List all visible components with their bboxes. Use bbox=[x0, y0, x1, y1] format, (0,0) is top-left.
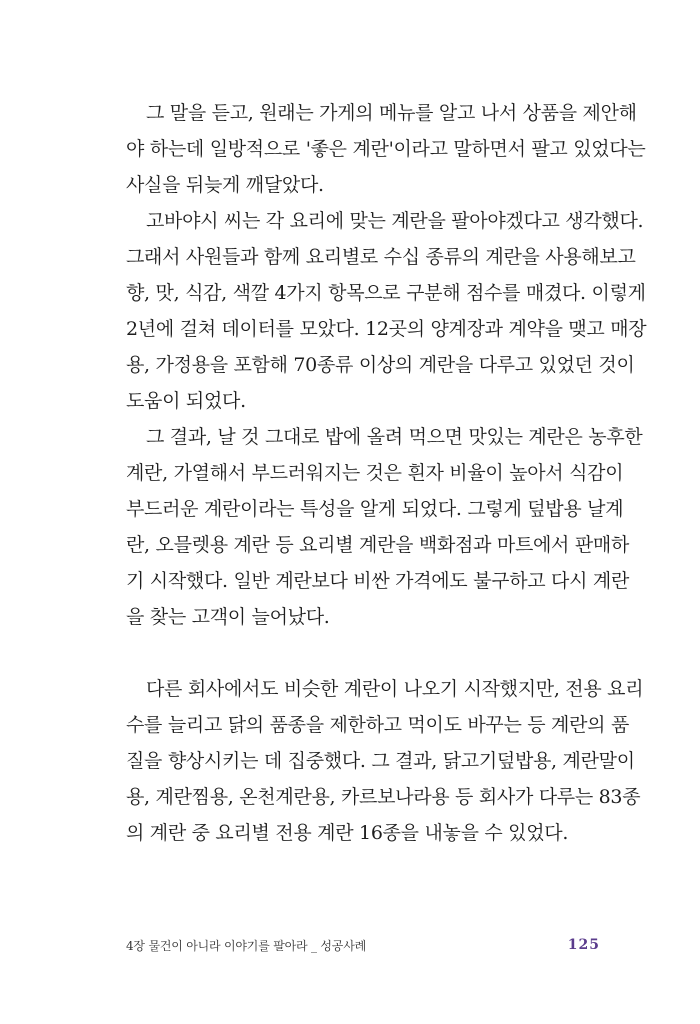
text-line: 다른 회사에서도 비슷한 계란이 나오기 시작했지만, 전용 요리 bbox=[146, 678, 644, 700]
text-line: 향, 맛, 식감, 색깔 4가지 항목으로 구분해 점수를 매겼다. 이렇게 bbox=[126, 282, 646, 304]
page-number: 125 bbox=[567, 937, 600, 953]
text-line: 을 찾는 고객이 늘어났다. bbox=[126, 606, 330, 628]
text-line: 질을 향상시키는 데 집중했다. 그 결과, 닭고기덮밥용, 계란말이 bbox=[126, 750, 635, 772]
text-line: 사실을 뒤늦게 깨달았다. bbox=[126, 174, 324, 196]
text-line: 기 시작했다. 일반 계란보다 비싼 가격에도 불구하고 다시 계란 bbox=[126, 570, 630, 592]
text-line: 의 계란 중 요리별 전용 계란 16종을 내놓을 수 있었다. bbox=[126, 822, 569, 844]
text-line: 그 말을 듣고, 원래는 가게의 메뉴를 알고 나서 상품을 제안해 bbox=[146, 102, 637, 124]
text-line: 2년에 걸쳐 데이터를 모았다. 12곳의 양계장과 계약을 맺고 매장 bbox=[126, 318, 647, 340]
text-line: 란, 오믈렛용 계란 등 요리별 계란을 백화점과 마트에서 판매하 bbox=[126, 534, 630, 556]
text-line: 도움이 되었다. bbox=[126, 390, 246, 412]
text-line: 용, 계란찜용, 온천계란용, 카르보나라용 등 회사가 다루는 83종 bbox=[126, 786, 641, 808]
text-line: 고바야시 씨는 각 요리에 맞는 계란을 팔아야겠다고 생각했다. bbox=[146, 210, 644, 232]
text-line: 야 하는데 일방적으로 '좋은 계란'이라고 말하면서 팔고 있었다는 bbox=[126, 138, 646, 160]
text-line: 수를 늘리고 닭의 품종을 제한하고 먹이도 바꾸는 등 계란의 품 bbox=[126, 714, 630, 736]
text-line: 그래서 사원들과 함께 요리별로 수십 종류의 계란을 사용해보고 bbox=[126, 246, 636, 268]
running-footer-title: 4장 물건이 아니라 이야기를 팔아라 _ 성공사례 bbox=[126, 939, 366, 953]
text-line: 계란, 가열해서 부드러워지는 것은 흰자 비율이 높아서 식감이 bbox=[126, 462, 624, 484]
text-line: 용, 가정용을 포함해 70종류 이상의 계란을 다루고 있었던 것이 bbox=[126, 354, 635, 376]
text-line: 부드러운 계란이라는 특성을 알게 되었다. 그렇게 덮밥용 날계 bbox=[126, 498, 624, 520]
text-line: 그 결과, 날 것 그대로 밥에 올려 먹으면 맛있는 계란은 농후한 bbox=[146, 426, 643, 448]
